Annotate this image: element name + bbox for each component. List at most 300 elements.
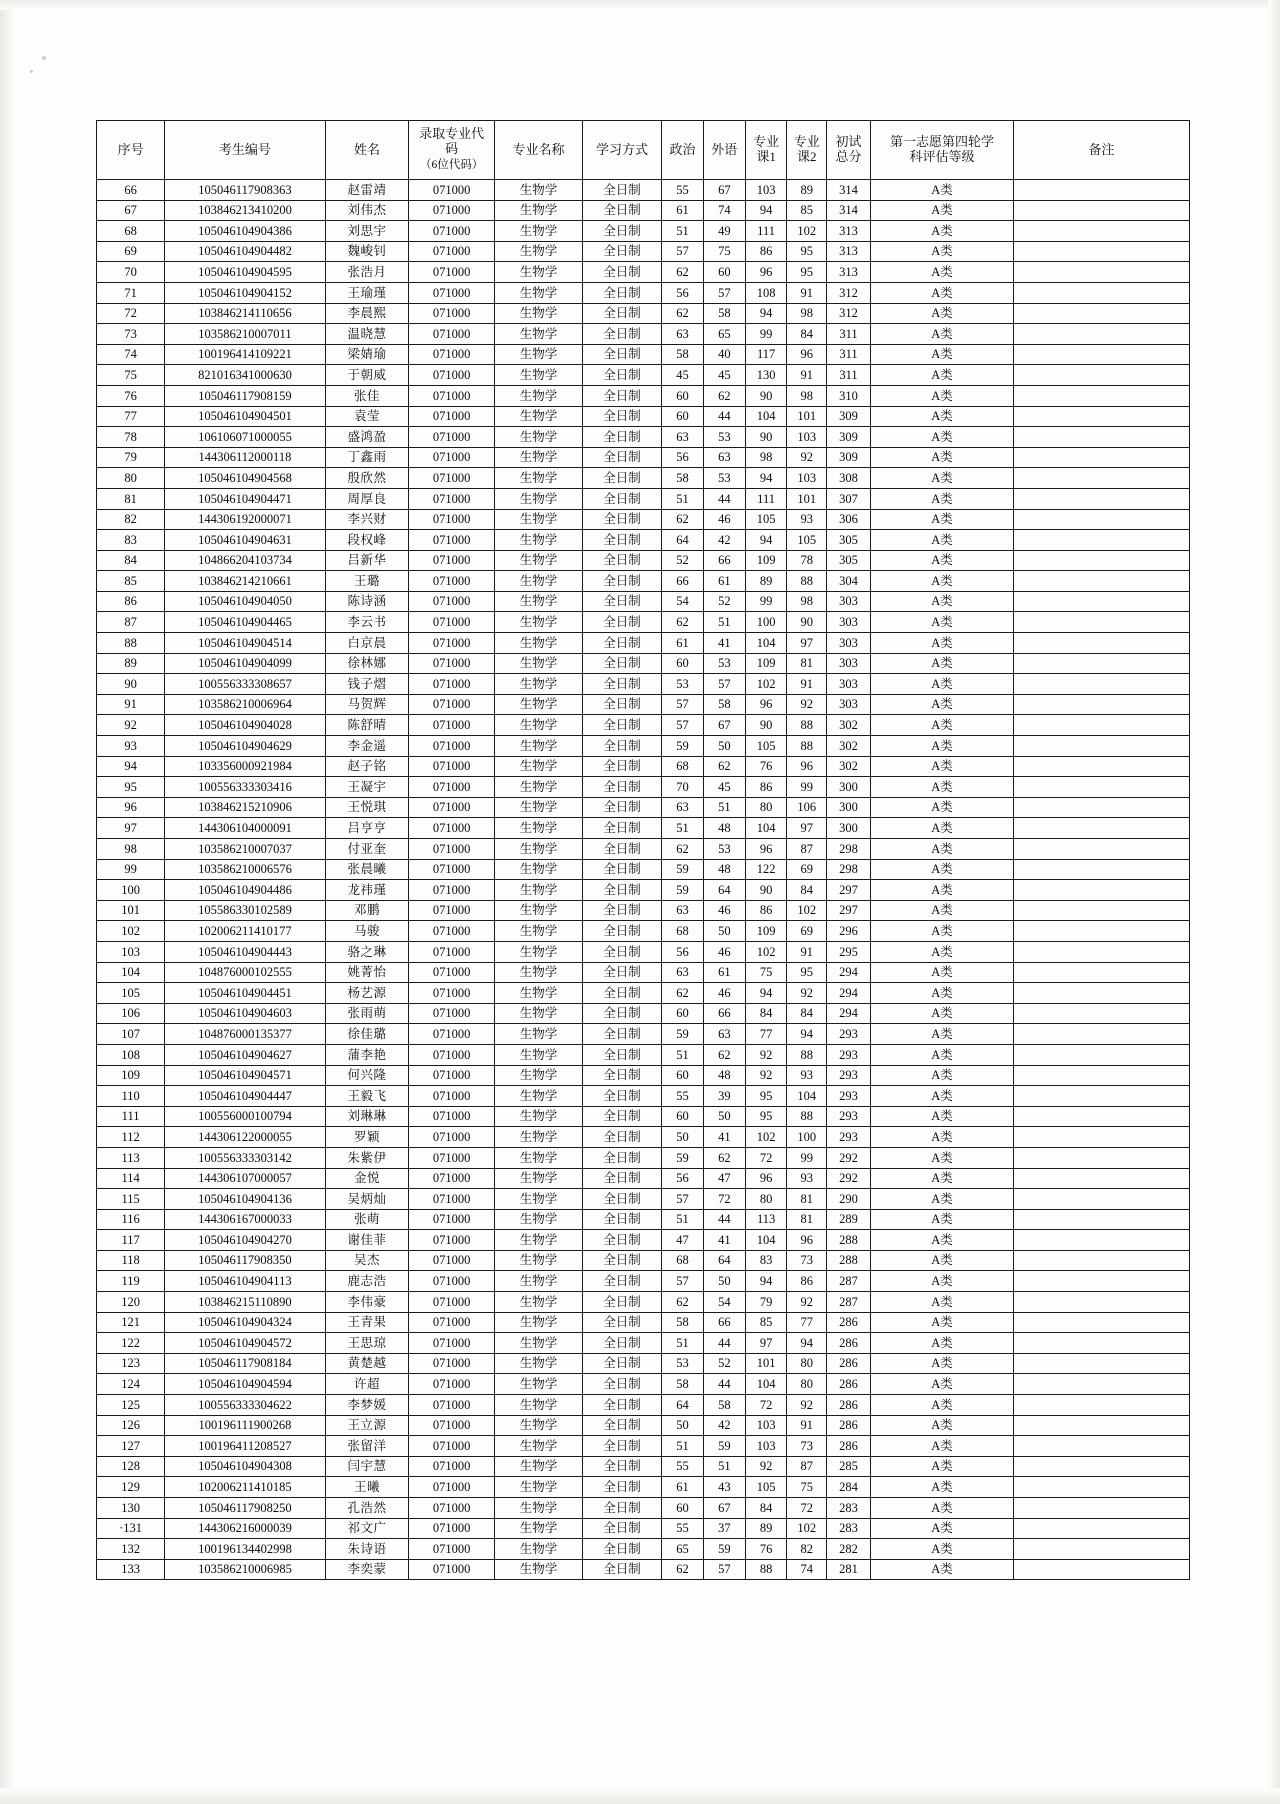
column-header-grade bbox=[871, 121, 1014, 180]
cell-politics: 57 bbox=[662, 694, 704, 715]
cell-seq: 101 bbox=[97, 900, 165, 921]
cell-grade: A类 bbox=[871, 1539, 1014, 1560]
cell-name: 王曦 bbox=[325, 1477, 409, 1498]
cell-major-code: 071000 bbox=[409, 612, 495, 633]
cell-study-mode: 全日制 bbox=[582, 797, 661, 818]
cell-politics: 54 bbox=[662, 591, 704, 612]
cell-study-mode: 全日制 bbox=[582, 633, 661, 654]
cell-pro2: 103 bbox=[787, 468, 827, 489]
cell-grade: A类 bbox=[871, 1353, 1014, 1374]
cell-total: 284 bbox=[827, 1477, 871, 1498]
table-row bbox=[97, 1559, 1190, 1580]
cell-remark bbox=[1013, 1189, 1189, 1210]
cell-remark bbox=[1013, 571, 1189, 592]
cell-grade: A类 bbox=[871, 612, 1014, 633]
cell-pro2: 94 bbox=[787, 1024, 827, 1045]
cell-study-mode: 全日制 bbox=[582, 612, 661, 633]
cell-seq: 123 bbox=[97, 1353, 165, 1374]
cell-major-name: 生物学 bbox=[495, 962, 583, 983]
cell-major-name: 生物学 bbox=[495, 324, 583, 345]
table-row bbox=[97, 468, 1190, 489]
cell-total: 302 bbox=[827, 715, 871, 736]
cell-grade: A类 bbox=[871, 1209, 1014, 1230]
cell-pro1: 89 bbox=[745, 571, 787, 592]
cell-grade: A类 bbox=[871, 282, 1014, 303]
cell-major-code: 071000 bbox=[409, 200, 495, 221]
cell-remark bbox=[1013, 1024, 1189, 1045]
cell-major-name: 生物学 bbox=[495, 1559, 583, 1580]
cell-pro2: 91 bbox=[787, 1415, 827, 1436]
cell-pro2: 84 bbox=[787, 1003, 827, 1024]
table-row bbox=[97, 324, 1190, 345]
cell-name: 王瑜瑾 bbox=[325, 282, 409, 303]
admission-score-table bbox=[96, 120, 1190, 1580]
cell-major-name: 生物学 bbox=[495, 1292, 583, 1313]
column-header-seq: 序号 bbox=[97, 121, 165, 180]
cell-seq: 84 bbox=[97, 550, 165, 571]
cell-seq: 127 bbox=[97, 1436, 165, 1457]
table-body bbox=[97, 180, 1190, 1580]
column-header-total-line2: 总分 bbox=[835, 149, 862, 164]
table-row bbox=[97, 262, 1190, 283]
cell-foreign: 51 bbox=[703, 612, 745, 633]
cell-pro2: 88 bbox=[787, 1106, 827, 1127]
cell-foreign: 61 bbox=[703, 962, 745, 983]
cell-politics: 53 bbox=[662, 674, 704, 695]
cell-pro1: 101 bbox=[745, 1353, 787, 1374]
cell-foreign: 64 bbox=[703, 880, 745, 901]
cell-name: 黄楚越 bbox=[325, 1353, 409, 1374]
cell-pro2: 97 bbox=[787, 633, 827, 654]
table-row bbox=[97, 1250, 1190, 1271]
cell-total: 286 bbox=[827, 1415, 871, 1436]
cell-major-name: 生物学 bbox=[495, 200, 583, 221]
cell-politics: 58 bbox=[662, 344, 704, 365]
cell-grade: A类 bbox=[871, 509, 1014, 530]
cell-politics: 59 bbox=[662, 736, 704, 757]
cell-name: 刘琳琳 bbox=[325, 1106, 409, 1127]
cell-remark bbox=[1013, 674, 1189, 695]
cell-foreign: 58 bbox=[703, 694, 745, 715]
cell-name: 赵雷靖 bbox=[325, 180, 409, 201]
cell-pro2: 99 bbox=[787, 1147, 827, 1168]
cell-foreign: 66 bbox=[703, 1312, 745, 1333]
cell-major-code: 071000 bbox=[409, 1127, 495, 1148]
cell-major-code: 071000 bbox=[409, 1518, 495, 1539]
cell-name: 陈舒晴 bbox=[325, 715, 409, 736]
table-row bbox=[97, 694, 1190, 715]
cell-seq: 75 bbox=[97, 365, 165, 386]
cell-major-name: 生物学 bbox=[495, 282, 583, 303]
cell-major-name: 生物学 bbox=[495, 1250, 583, 1271]
cell-major-name: 生物学 bbox=[495, 344, 583, 365]
cell-remark bbox=[1013, 962, 1189, 983]
cell-remark bbox=[1013, 880, 1189, 901]
cell-total: 293 bbox=[827, 1065, 871, 1086]
cell-major-name: 生物学 bbox=[495, 221, 583, 242]
cell-major-name: 生物学 bbox=[495, 1168, 583, 1189]
cell-name: 白京晨 bbox=[325, 633, 409, 654]
cell-major-name: 生物学 bbox=[495, 612, 583, 633]
cell-total: 309 bbox=[827, 406, 871, 427]
cell-exam-no: 144306107000057 bbox=[165, 1168, 326, 1189]
cell-name: 刘伟杰 bbox=[325, 200, 409, 221]
cell-grade: A类 bbox=[871, 983, 1014, 1004]
cell-major-code: 071000 bbox=[409, 900, 495, 921]
cell-pro1: 94 bbox=[745, 1271, 787, 1292]
cell-remark bbox=[1013, 530, 1189, 551]
cell-study-mode: 全日制 bbox=[582, 180, 661, 201]
cell-major-code: 071000 bbox=[409, 962, 495, 983]
cell-name: 丁鑫雨 bbox=[325, 447, 409, 468]
cell-name: 李兴财 bbox=[325, 509, 409, 530]
cell-remark bbox=[1013, 282, 1189, 303]
cell-name: 杨艺源 bbox=[325, 983, 409, 1004]
cell-exam-no: 103846213410200 bbox=[165, 200, 326, 221]
cell-remark bbox=[1013, 1086, 1189, 1107]
cell-study-mode: 全日制 bbox=[582, 921, 661, 942]
cell-foreign: 42 bbox=[703, 530, 745, 551]
table-row bbox=[97, 818, 1190, 839]
cell-politics: 51 bbox=[662, 1436, 704, 1457]
cell-politics: 68 bbox=[662, 756, 704, 777]
cell-total: 292 bbox=[827, 1147, 871, 1168]
cell-study-mode: 全日制 bbox=[582, 715, 661, 736]
cell-pro1: 94 bbox=[745, 468, 787, 489]
cell-pro2: 88 bbox=[787, 736, 827, 757]
cell-pro2: 69 bbox=[787, 859, 827, 880]
cell-major-code: 071000 bbox=[409, 694, 495, 715]
cell-major-name: 生物学 bbox=[495, 797, 583, 818]
table-row bbox=[97, 221, 1190, 242]
cell-name: 骆之琳 bbox=[325, 941, 409, 962]
cell-remark bbox=[1013, 406, 1189, 427]
cell-pro2: 93 bbox=[787, 1168, 827, 1189]
cell-pro2: 97 bbox=[787, 818, 827, 839]
cell-name: 刘思宇 bbox=[325, 221, 409, 242]
cell-pro2: 101 bbox=[787, 488, 827, 509]
cell-study-mode: 全日制 bbox=[582, 1539, 661, 1560]
cell-major-name: 生物学 bbox=[495, 1518, 583, 1539]
cell-grade: A类 bbox=[871, 303, 1014, 324]
cell-total: 300 bbox=[827, 777, 871, 798]
cell-name: 张浩月 bbox=[325, 262, 409, 283]
cell-major-code: 071000 bbox=[409, 1415, 495, 1436]
cell-major-code: 071000 bbox=[409, 1044, 495, 1065]
column-header-pro2-line2: 课2 bbox=[797, 149, 817, 164]
cell-total: 295 bbox=[827, 941, 871, 962]
cell-seq: 129 bbox=[97, 1477, 165, 1498]
cell-major-code: 071000 bbox=[409, 1209, 495, 1230]
cell-remark bbox=[1013, 1415, 1189, 1436]
cell-politics: 62 bbox=[662, 983, 704, 1004]
cell-politics: 64 bbox=[662, 530, 704, 551]
table-row bbox=[97, 1333, 1190, 1354]
cell-exam-no: 103846214210661 bbox=[165, 571, 326, 592]
cell-major-code: 071000 bbox=[409, 1456, 495, 1477]
cell-pro1: 98 bbox=[745, 447, 787, 468]
cell-politics: 62 bbox=[662, 612, 704, 633]
table-row bbox=[97, 736, 1190, 757]
cell-pro2: 91 bbox=[787, 674, 827, 695]
cell-foreign: 74 bbox=[703, 200, 745, 221]
cell-remark bbox=[1013, 1147, 1189, 1168]
cell-pro1: 86 bbox=[745, 777, 787, 798]
cell-foreign: 44 bbox=[703, 406, 745, 427]
cell-remark bbox=[1013, 303, 1189, 324]
cell-total: 281 bbox=[827, 1559, 871, 1580]
cell-pro1: 105 bbox=[745, 509, 787, 530]
cell-politics: 62 bbox=[662, 509, 704, 530]
cell-seq: 132 bbox=[97, 1539, 165, 1560]
cell-pro2: 91 bbox=[787, 941, 827, 962]
cell-pro2: 84 bbox=[787, 880, 827, 901]
cell-name: 邓鹏 bbox=[325, 900, 409, 921]
cell-foreign: 67 bbox=[703, 1498, 745, 1519]
cell-pro2: 92 bbox=[787, 983, 827, 1004]
cell-study-mode: 全日制 bbox=[582, 1003, 661, 1024]
cell-name: 魏峻钊 bbox=[325, 241, 409, 262]
cell-pro2: 82 bbox=[787, 1539, 827, 1560]
cell-total: 303 bbox=[827, 653, 871, 674]
cell-major-code: 071000 bbox=[409, 221, 495, 242]
column-header-grade-line2: 科评估等级 bbox=[909, 149, 975, 164]
cell-politics: 64 bbox=[662, 1395, 704, 1416]
cell-total: 312 bbox=[827, 303, 871, 324]
cell-major-name: 生物学 bbox=[495, 1230, 583, 1251]
cell-remark bbox=[1013, 653, 1189, 674]
cell-grade: A类 bbox=[871, 1003, 1014, 1024]
cell-study-mode: 全日制 bbox=[582, 962, 661, 983]
cell-pro2: 74 bbox=[787, 1559, 827, 1580]
table-row bbox=[97, 1044, 1190, 1065]
cell-name: 吕亨亨 bbox=[325, 818, 409, 839]
cell-major-code: 071000 bbox=[409, 303, 495, 324]
cell-politics: 55 bbox=[662, 1086, 704, 1107]
cell-study-mode: 全日制 bbox=[582, 1559, 661, 1580]
cell-grade: A类 bbox=[871, 324, 1014, 345]
cell-major-name: 生物学 bbox=[495, 1065, 583, 1086]
cell-seq: 133 bbox=[97, 1559, 165, 1580]
cell-study-mode: 全日制 bbox=[582, 1292, 661, 1313]
cell-remark bbox=[1013, 468, 1189, 489]
cell-major-name: 生物学 bbox=[495, 1086, 583, 1107]
cell-pro1: 99 bbox=[745, 591, 787, 612]
cell-grade: A类 bbox=[871, 241, 1014, 262]
cell-seq: 78 bbox=[97, 427, 165, 448]
cell-pro1: 94 bbox=[745, 530, 787, 551]
cell-study-mode: 全日制 bbox=[582, 1065, 661, 1086]
table-row bbox=[97, 1230, 1190, 1251]
cell-exam-no: 105046117908159 bbox=[165, 385, 326, 406]
cell-remark bbox=[1013, 180, 1189, 201]
cell-pro1: 104 bbox=[745, 1374, 787, 1395]
cell-major-code: 071000 bbox=[409, 1106, 495, 1127]
cell-major-code: 071000 bbox=[409, 447, 495, 468]
cell-pro1: 77 bbox=[745, 1024, 787, 1045]
cell-seq: 95 bbox=[97, 777, 165, 798]
cell-name: 朱紫伊 bbox=[325, 1147, 409, 1168]
cell-major-name: 生物学 bbox=[495, 427, 583, 448]
table-row bbox=[97, 385, 1190, 406]
cell-grade: A类 bbox=[871, 1374, 1014, 1395]
cell-grade: A类 bbox=[871, 530, 1014, 551]
cell-seq: 89 bbox=[97, 653, 165, 674]
cell-exam-no: 105046104904270 bbox=[165, 1230, 326, 1251]
cell-seq: 97 bbox=[97, 818, 165, 839]
cell-total: 290 bbox=[827, 1189, 871, 1210]
cell-total: 303 bbox=[827, 674, 871, 695]
cell-seq: ·131 bbox=[97, 1518, 165, 1539]
column-header-pro2-line1: 专业 bbox=[793, 134, 820, 150]
cell-politics: 57 bbox=[662, 1189, 704, 1210]
cell-total: 294 bbox=[827, 962, 871, 983]
cell-grade: A类 bbox=[871, 1086, 1014, 1107]
column-header-study-mode: 学习方式 bbox=[582, 121, 661, 180]
table-row bbox=[97, 653, 1190, 674]
table-row bbox=[97, 591, 1190, 612]
cell-remark bbox=[1013, 200, 1189, 221]
cell-exam-no: 100196414109221 bbox=[165, 344, 326, 365]
cell-pro1: 72 bbox=[745, 1147, 787, 1168]
cell-total: 309 bbox=[827, 447, 871, 468]
cell-major-code: 071000 bbox=[409, 653, 495, 674]
cell-grade: A类 bbox=[871, 1230, 1014, 1251]
cell-seq: 74 bbox=[97, 344, 165, 365]
cell-major-name: 生物学 bbox=[495, 818, 583, 839]
cell-politics: 63 bbox=[662, 797, 704, 818]
table-row bbox=[97, 859, 1190, 880]
cell-pro1: 92 bbox=[745, 1044, 787, 1065]
cell-politics: 60 bbox=[662, 653, 704, 674]
cell-foreign: 45 bbox=[703, 777, 745, 798]
cell-pro2: 80 bbox=[787, 1374, 827, 1395]
cell-pro1: 96 bbox=[745, 694, 787, 715]
cell-pro1: 95 bbox=[745, 1086, 787, 1107]
cell-pro2: 87 bbox=[787, 839, 827, 860]
cell-major-name: 生物学 bbox=[495, 1498, 583, 1519]
cell-major-code: 071000 bbox=[409, 880, 495, 901]
cell-pro2: 99 bbox=[787, 777, 827, 798]
cell-remark bbox=[1013, 1209, 1189, 1230]
cell-total: 309 bbox=[827, 427, 871, 448]
cell-major-name: 生物学 bbox=[495, 1209, 583, 1230]
cell-exam-no: 100196134402998 bbox=[165, 1539, 326, 1560]
cell-seq: 120 bbox=[97, 1292, 165, 1313]
cell-total: 302 bbox=[827, 756, 871, 777]
cell-foreign: 46 bbox=[703, 941, 745, 962]
cell-foreign: 46 bbox=[703, 983, 745, 1004]
cell-seq: 92 bbox=[97, 715, 165, 736]
cell-major-code: 071000 bbox=[409, 818, 495, 839]
cell-total: 313 bbox=[827, 262, 871, 283]
cell-remark bbox=[1013, 1250, 1189, 1271]
cell-total: 311 bbox=[827, 365, 871, 386]
cell-pro2: 91 bbox=[787, 365, 827, 386]
cell-study-mode: 全日制 bbox=[582, 818, 661, 839]
cell-seq: 104 bbox=[97, 962, 165, 983]
cell-study-mode: 全日制 bbox=[582, 1189, 661, 1210]
cell-grade: A类 bbox=[871, 221, 1014, 242]
cell-major-code: 071000 bbox=[409, 591, 495, 612]
cell-study-mode: 全日制 bbox=[582, 282, 661, 303]
cell-pro2: 90 bbox=[787, 612, 827, 633]
cell-exam-no: 105046104904099 bbox=[165, 653, 326, 674]
cell-total: 300 bbox=[827, 818, 871, 839]
cell-study-mode: 全日制 bbox=[582, 1250, 661, 1271]
cell-remark bbox=[1013, 385, 1189, 406]
cell-grade: A类 bbox=[871, 736, 1014, 757]
cell-total: 311 bbox=[827, 324, 871, 345]
cell-foreign: 50 bbox=[703, 1271, 745, 1292]
cell-foreign: 64 bbox=[703, 1250, 745, 1271]
cell-grade: A类 bbox=[871, 756, 1014, 777]
cell-study-mode: 全日制 bbox=[582, 736, 661, 757]
cell-pro1: 103 bbox=[745, 1415, 787, 1436]
cell-grade: A类 bbox=[871, 406, 1014, 427]
cell-major-name: 生物学 bbox=[495, 715, 583, 736]
cell-major-code: 071000 bbox=[409, 1230, 495, 1251]
cell-politics: 61 bbox=[662, 1477, 704, 1498]
cell-exam-no: 105046104904629 bbox=[165, 736, 326, 757]
cell-politics: 62 bbox=[662, 1559, 704, 1580]
cell-study-mode: 全日制 bbox=[582, 1230, 661, 1251]
cell-study-mode: 全日制 bbox=[582, 591, 661, 612]
cell-politics: 45 bbox=[662, 365, 704, 386]
cell-major-code: 071000 bbox=[409, 1374, 495, 1395]
cell-pro2: 92 bbox=[787, 1292, 827, 1313]
column-header-major-code-line3: （6位代码） bbox=[420, 159, 484, 172]
cell-seq: 80 bbox=[97, 468, 165, 489]
cell-politics: 65 bbox=[662, 1539, 704, 1560]
cell-major-name: 生物学 bbox=[495, 921, 583, 942]
cell-exam-no: 103586210006576 bbox=[165, 859, 326, 880]
table-row bbox=[97, 180, 1190, 201]
cell-study-mode: 全日制 bbox=[582, 983, 661, 1004]
cell-study-mode: 全日制 bbox=[582, 1498, 661, 1519]
cell-remark bbox=[1013, 344, 1189, 365]
cell-name: 姚菁怡 bbox=[325, 962, 409, 983]
cell-total: 283 bbox=[827, 1498, 871, 1519]
cell-pro1: 104 bbox=[745, 1230, 787, 1251]
cell-remark bbox=[1013, 1477, 1189, 1498]
cell-pro2: 102 bbox=[787, 900, 827, 921]
cell-foreign: 47 bbox=[703, 1168, 745, 1189]
cell-politics: 63 bbox=[662, 900, 704, 921]
cell-major-code: 071000 bbox=[409, 550, 495, 571]
cell-name: 张留洋 bbox=[325, 1436, 409, 1457]
table-row bbox=[97, 1292, 1190, 1313]
cell-pro1: 100 bbox=[745, 612, 787, 633]
cell-total: 296 bbox=[827, 921, 871, 942]
cell-exam-no: 144306112000118 bbox=[165, 447, 326, 468]
table-row bbox=[97, 1003, 1190, 1024]
table-row bbox=[97, 1374, 1190, 1395]
cell-seq: 105 bbox=[97, 983, 165, 1004]
cell-total: 313 bbox=[827, 221, 871, 242]
cell-major-code: 071000 bbox=[409, 180, 495, 201]
cell-foreign: 50 bbox=[703, 1106, 745, 1127]
cell-pro2: 75 bbox=[787, 1477, 827, 1498]
cell-name: 李云书 bbox=[325, 612, 409, 633]
cell-total: 298 bbox=[827, 839, 871, 860]
cell-major-name: 生物学 bbox=[495, 591, 583, 612]
cell-politics: 62 bbox=[662, 262, 704, 283]
cell-pro2: 93 bbox=[787, 1065, 827, 1086]
cell-grade: A类 bbox=[871, 653, 1014, 674]
cell-seq: 115 bbox=[97, 1189, 165, 1210]
cell-name: 于朝威 bbox=[325, 365, 409, 386]
